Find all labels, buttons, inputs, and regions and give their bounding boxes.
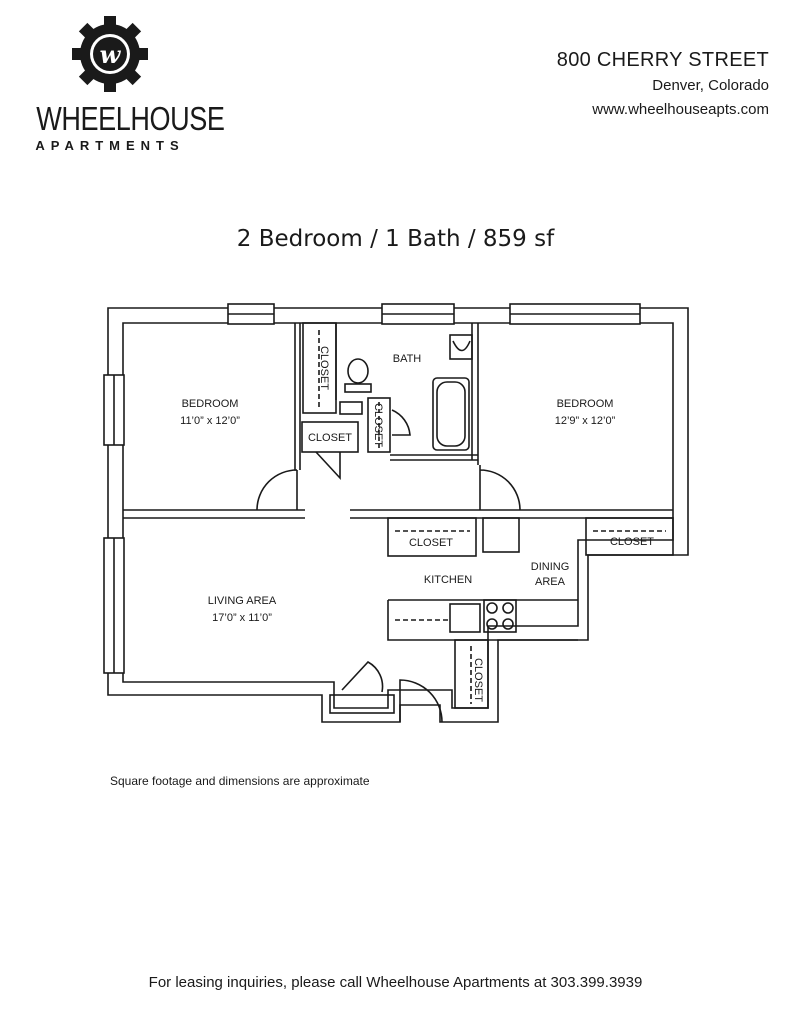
gear-logo-icon bbox=[70, 14, 150, 94]
room-label-kitchen: KITCHEN bbox=[423, 574, 473, 586]
room-dims-living: 17’0” x 11’0” bbox=[212, 612, 272, 624]
closet-label: CLOSET bbox=[307, 432, 353, 444]
outer-wall bbox=[108, 308, 688, 722]
room-dims-bedroom-left: 11’0” x 12’0” bbox=[180, 415, 240, 427]
room-label-dining-line2: AREA bbox=[535, 576, 565, 588]
logo-letter: w bbox=[99, 40, 121, 69]
closet-label: CLOSET bbox=[372, 402, 384, 448]
room-label-bedroom-left: BEDROOM bbox=[181, 398, 239, 410]
closet-label: CLOSET bbox=[408, 537, 454, 549]
address-block bbox=[557, 46, 769, 122]
room-label-dining-line1: DINING bbox=[530, 561, 570, 573]
inner-wall bbox=[123, 323, 673, 708]
room-label-bath: BATH bbox=[392, 353, 422, 365]
leasing-footer: For leasing inquiries, please call Wheelhouse Apartments at 303.399.3939 bbox=[148, 974, 643, 991]
brand-name: WHEELHOUSE bbox=[36, 100, 225, 137]
approximate-note: Square footage and dimensions are approximate bbox=[110, 774, 370, 788]
unit-title: 2 Bedroom / 1 Bath / 859 sf bbox=[236, 226, 555, 252]
windows bbox=[104, 304, 640, 673]
floor-plan bbox=[100, 300, 700, 760]
room-label-living: LIVING AREA bbox=[207, 595, 277, 607]
room-dims-bedroom-right: 12’9” x 12’0” bbox=[554, 415, 616, 427]
address-street: 800 CHERRY STREET bbox=[556, 49, 769, 71]
address-city: Denver, Colorado bbox=[652, 77, 769, 94]
closet-label: CLOSET bbox=[609, 536, 655, 548]
brand-logo bbox=[20, 14, 225, 154]
closet-label: CLOSET bbox=[318, 345, 330, 391]
brand-subtitle: APARTMENTS bbox=[35, 138, 185, 153]
room-label-bedroom-right: BEDROOM bbox=[556, 398, 614, 410]
website-link[interactable]: www.wheelhouseapts.com bbox=[592, 101, 769, 118]
closet-label: CLOSET bbox=[472, 657, 484, 703]
